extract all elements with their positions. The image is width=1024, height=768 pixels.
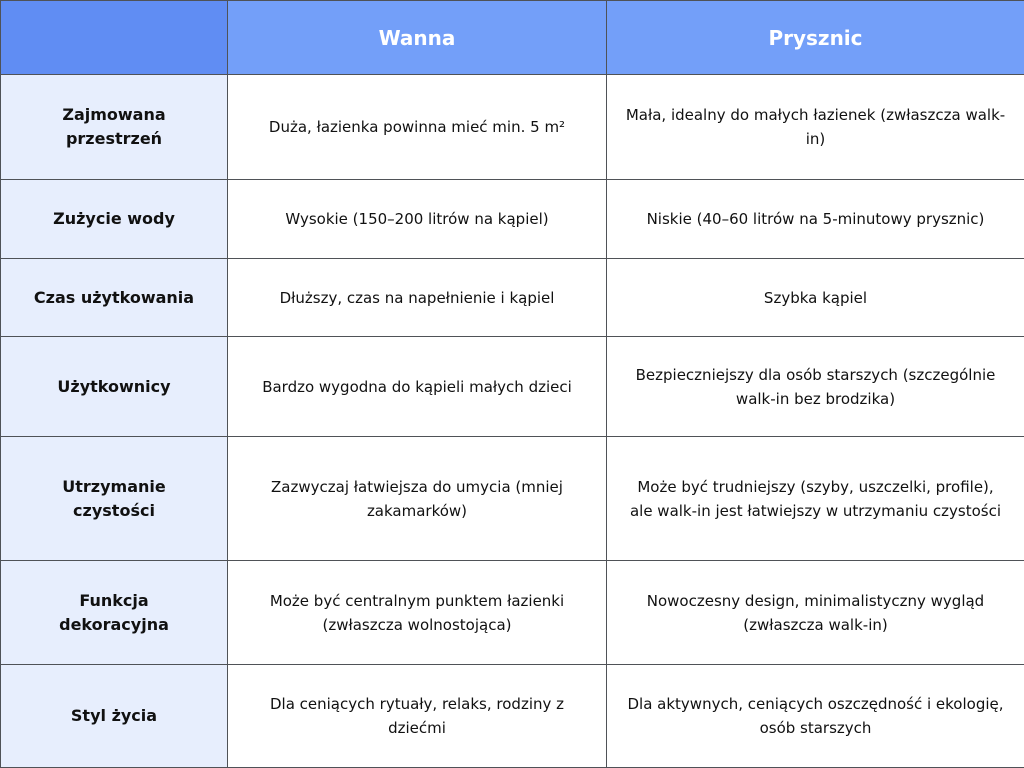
row-label: Czas użytkowania bbox=[1, 259, 228, 337]
wanna-cell: Może być centralnym punktem łazienki (zwłaszcza wolnostojąca) bbox=[228, 561, 607, 665]
wanna-cell: Dłuższy, czas na napełnienie i kąpiel bbox=[228, 259, 607, 337]
prysznic-cell: Może być trudniejszy (szyby, uszczelki, profile), ale walk-in jest łatwiejszy w utrzymaniu czystości bbox=[607, 437, 1024, 561]
prysznic-cell: Dla aktywnych, ceniących oszczędność i ekologię, osób starszych bbox=[607, 665, 1024, 768]
table-row bbox=[1, 337, 1024, 437]
wanna-cell: Wysokie (150–200 litrów na kąpiel) bbox=[228, 180, 607, 259]
table-row bbox=[1, 75, 1024, 180]
prysznic-cell: Niskie (40–60 litrów na 5-minutowy prysznic) bbox=[607, 180, 1024, 259]
prysznic-cell: Nowoczesny design, minimalistyczny wygląd (zwłaszcza walk-in) bbox=[607, 561, 1024, 665]
prysznic-cell: Mała, idealny do małych łazienek (zwłaszcza walk-in) bbox=[607, 75, 1024, 180]
wanna-cell: Dla ceniących rytuały, relaks, rodziny z dziećmi bbox=[228, 665, 607, 768]
header-wanna: Wanna bbox=[228, 1, 607, 75]
table-row bbox=[1, 561, 1024, 665]
row-label: Zajmowana przestrzeń bbox=[1, 75, 228, 180]
wanna-cell: Zazwyczaj łatwiejsza do umycia (mniej zakamarków) bbox=[228, 437, 607, 561]
row-label: Zużycie wody bbox=[1, 180, 228, 259]
table-row bbox=[1, 180, 1024, 259]
row-label: Funkcja dekoracyjna bbox=[1, 561, 228, 665]
row-label: Styl życia bbox=[1, 665, 228, 768]
table-row bbox=[1, 437, 1024, 561]
header-row bbox=[1, 1, 1024, 75]
header-prysznic: Prysznic bbox=[607, 1, 1024, 75]
row-label: Użytkownicy bbox=[1, 337, 228, 437]
table-row bbox=[1, 259, 1024, 337]
header-corner bbox=[1, 1, 228, 75]
wanna-cell: Bardzo wygodna do kąpieli małych dzieci bbox=[228, 337, 607, 437]
prysznic-cell: Szybka kąpiel bbox=[607, 259, 1024, 337]
wanna-cell: Duża, łazienka powinna mieć min. 5 m² bbox=[228, 75, 607, 180]
row-label: Utrzymanie czystości bbox=[1, 437, 228, 561]
prysznic-cell: Bezpieczniejszy dla osób starszych (szczególnie walk-in bez brodzika) bbox=[607, 337, 1024, 437]
table-row bbox=[1, 665, 1024, 768]
